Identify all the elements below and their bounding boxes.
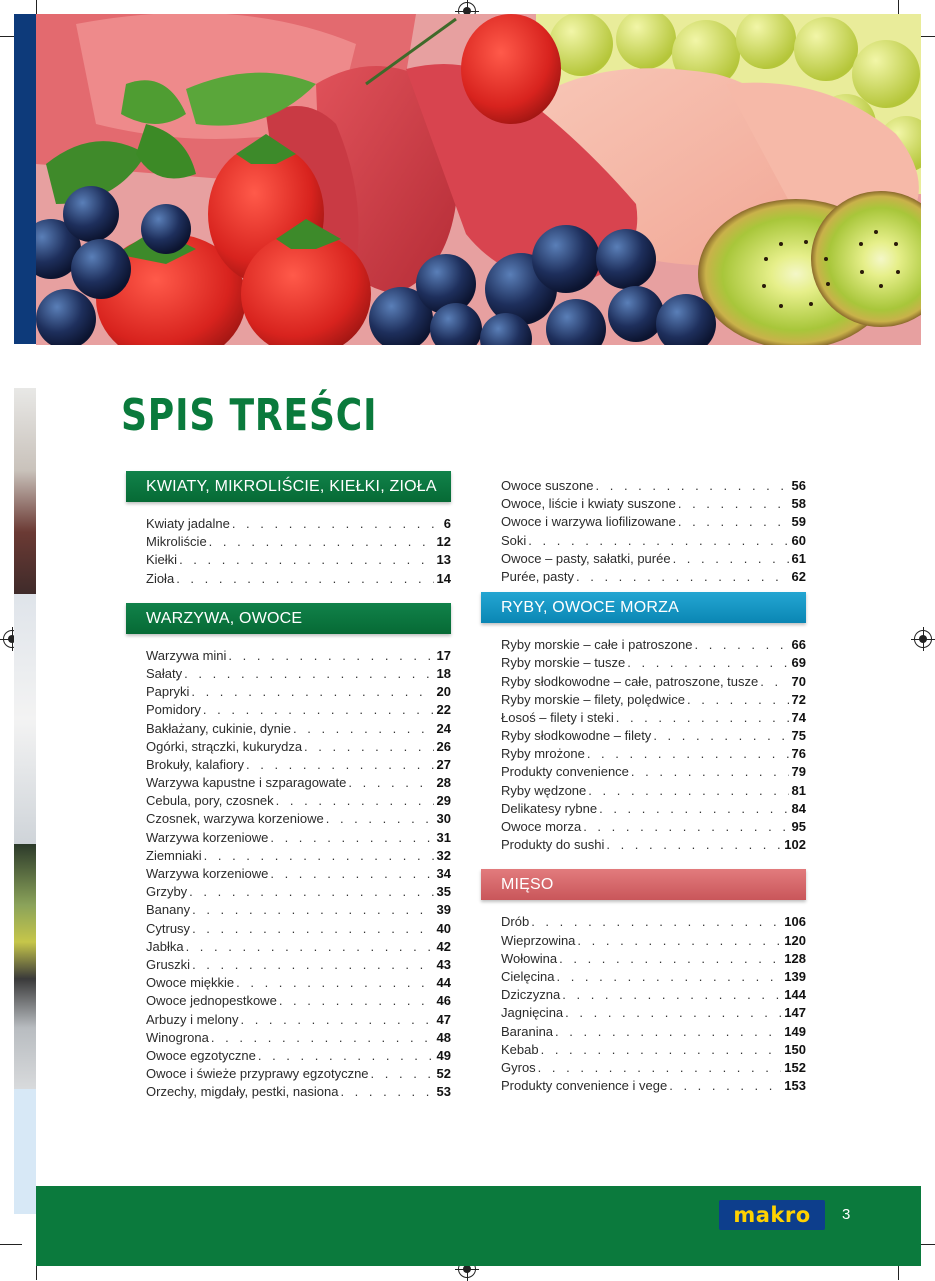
toc-entry-page-number: 59 [791, 514, 806, 530]
toc-entry-label: Drób [501, 914, 530, 930]
toc-entry-label: Owoce egzotyczne [146, 1047, 256, 1063]
dot-leader [556, 969, 781, 984]
toc-entry-page-number: 22 [436, 702, 451, 718]
toc-entry[interactable] [146, 830, 451, 848]
toc-entry[interactable] [501, 1005, 806, 1023]
toc-entry-label: Owoce morza [501, 819, 582, 834]
toc-entry-page-number: 40 [436, 920, 451, 936]
toc-entry-label: Owoce i warzywa liofilizowane [501, 514, 676, 530]
toc-entry[interactable] [146, 921, 451, 939]
toc-entry-label: Wołowina [501, 950, 558, 966]
dot-leader [246, 757, 434, 772]
toc-entry-page-number: 30 [436, 811, 451, 827]
toc-entry-label: Produkty convenience [501, 764, 629, 780]
dot-leader [678, 514, 789, 529]
toc-entry-page-number: 13 [436, 552, 451, 568]
toc-entry[interactable] [501, 496, 806, 514]
toc-entry-page-number: 60 [791, 532, 806, 548]
dot-leader [340, 1084, 433, 1099]
dot-leader [204, 848, 434, 863]
toc-entry[interactable] [501, 710, 806, 728]
toc-entry-label: Baranina [501, 1023, 554, 1039]
toc-entry-label: Ziemniaki [146, 847, 202, 863]
toc-entry-page-number: 72 [791, 691, 806, 707]
dot-leader [577, 933, 781, 948]
toc-entry-label: Owoce – pasty, sałatki, purée [501, 550, 671, 566]
toc-entry-label: Bakłażany, cukinie, dynie [146, 720, 292, 736]
page-title: SPIS TREŚCI [121, 390, 378, 441]
section-header-fish-seafood[interactable]: RYBY, OWOCE MORZA [481, 592, 806, 623]
toc-entry-page-number: 42 [436, 938, 451, 954]
toc-entry-page-number: 150 [784, 1041, 806, 1057]
toc-entry[interactable] [501, 533, 806, 551]
toc-entry[interactable] [501, 569, 806, 587]
toc-entry-page-number: 34 [436, 866, 451, 881]
section-header-flowers-herbs[interactable]: KWIATY, MIKROLIŚCIE, KIEŁKI, ZIOŁA [126, 471, 451, 502]
toc-entry[interactable] [501, 692, 806, 710]
toc-entry[interactable] [501, 1060, 806, 1078]
toc-entry-page-number: 153 [784, 1078, 806, 1094]
toc-entry-label: Produkty convenience i vege [501, 1078, 668, 1094]
toc-entry-label: Ryby słodkowodne – filety [501, 728, 652, 744]
toc-entry[interactable] [146, 721, 451, 739]
toc-entry-page-number: 84 [791, 800, 806, 816]
toc-entry-page-number: 52 [436, 1066, 451, 1082]
dot-leader [583, 819, 788, 834]
toc-entry-label: Cebula, pory, czosnek [146, 793, 274, 809]
toc-entry-label: Owoce, liście i kwiaty suszone [501, 496, 676, 512]
toc-entry[interactable] [501, 837, 806, 855]
toc-entry[interactable] [146, 866, 451, 884]
dot-leader [304, 739, 433, 754]
toc-entry[interactable] [146, 516, 451, 534]
toc-entry-label: Ryby mrożone [501, 746, 585, 762]
toc-entry[interactable] [146, 648, 451, 666]
toc-entry[interactable] [146, 1048, 451, 1066]
dot-leader [616, 710, 789, 725]
dot-leader [678, 496, 789, 511]
toc-entry[interactable] [501, 514, 806, 532]
toc-entry[interactable] [501, 551, 806, 569]
toc-entry[interactable] [146, 684, 451, 702]
toc-entry[interactable] [501, 969, 806, 987]
dot-leader [627, 655, 788, 670]
dot-leader [588, 783, 788, 798]
toc-entry-label: Banany [146, 902, 191, 918]
toc-entry[interactable] [146, 957, 451, 975]
toc-entry-page-number: 27 [436, 756, 451, 772]
toc-entry-page-number: 75 [791, 728, 806, 744]
dot-leader [192, 902, 433, 917]
toc-entry[interactable] [146, 902, 451, 920]
toc-entry-label: Gruszki [146, 956, 191, 972]
toc-entry[interactable] [501, 674, 806, 692]
toc-entry-label: Sałaty [146, 665, 183, 681]
toc-entry[interactable] [146, 552, 451, 570]
toc-list-fish-seafood [481, 637, 806, 855]
toc-entry-page-number: 17 [436, 647, 451, 663]
toc-entry-label: Zioła [146, 570, 175, 586]
toc-entry-page-number: 35 [436, 884, 451, 900]
toc-entry-page-number: 39 [436, 902, 451, 918]
toc-entry[interactable] [146, 1084, 451, 1102]
toc-entry-label: Gyros [501, 1059, 536, 1075]
dot-leader [270, 866, 433, 881]
toc-entry-page-number: 128 [784, 950, 806, 966]
dot-leader [203, 702, 434, 717]
dot-leader [562, 987, 781, 1002]
dot-leader [576, 569, 789, 584]
toc-entry-page-number: 53 [436, 1084, 451, 1100]
registration-mark-icon [914, 630, 932, 648]
toc-entry-label: Mikroliście [146, 534, 207, 550]
toc-entry-page-number: 102 [784, 837, 806, 853]
toc-entry-page-number: 69 [791, 655, 806, 671]
dot-leader [631, 764, 789, 779]
toc-entry-label: Ogórki, strączki, kukurydza [146, 738, 303, 754]
toc-entry-label: Warzywa korzeniowe [146, 829, 269, 845]
toc-entry[interactable] [146, 884, 451, 902]
toc-entry-page-number: 44 [436, 975, 451, 991]
toc-list-vegetables-fruits [126, 648, 451, 1103]
toc-entry[interactable] [146, 993, 451, 1011]
toc-list-flowers-herbs [126, 516, 451, 589]
toc-entry[interactable] [146, 666, 451, 684]
toc-entry-label: Warzywa mini [146, 647, 227, 663]
toc-entry-page-number: 70 [791, 673, 806, 689]
dot-leader [596, 478, 789, 493]
toc-entry[interactable] [146, 1012, 451, 1030]
toc-entry-page-number: 31 [436, 829, 451, 845]
toc-entry[interactable] [501, 1042, 806, 1060]
toc-entry-page-number: 26 [436, 738, 451, 754]
toc-entry-page-number: 24 [436, 720, 451, 736]
dot-leader [555, 1024, 781, 1039]
dot-leader [276, 793, 434, 808]
dot-leader [559, 951, 781, 966]
toc-entry-page-number: 18 [436, 665, 451, 681]
toc-entry-page-number: 43 [436, 956, 451, 972]
toc-entry-page-number: 49 [436, 1047, 451, 1063]
toc-entry-page-number: 147 [784, 1005, 806, 1021]
toc-entry-page-number: 58 [791, 496, 806, 512]
toc-entry[interactable] [501, 1024, 806, 1042]
dot-leader [687, 692, 789, 707]
dot-leader [694, 637, 788, 652]
toc-entry-label: Jabłka [146, 938, 184, 954]
dot-leader [279, 993, 434, 1008]
toc-entry-label: Orzechy, migdały, pestki, nasiona [146, 1084, 339, 1100]
toc-entry-label: Kwiaty jadalne [146, 516, 230, 531]
toc-entry-page-number: 106 [784, 914, 806, 930]
toc-entry[interactable] [146, 811, 451, 829]
toc-entry[interactable] [501, 819, 806, 837]
hero-food-photo [36, 14, 921, 345]
toc-entry[interactable] [501, 1078, 806, 1096]
toc-entry[interactable] [146, 975, 451, 993]
dot-leader [538, 1060, 782, 1075]
dot-leader [179, 552, 433, 567]
toc-entry-page-number: 6 [443, 516, 451, 531]
toc-entry-page-number: 62 [791, 568, 806, 584]
toc-entry[interactable] [501, 987, 806, 1005]
toc-entry-label: Warzywa kapustne i szparagowate [146, 775, 347, 791]
toc-entry[interactable] [501, 637, 806, 655]
dot-leader [192, 957, 433, 972]
toc-entry-page-number: 81 [791, 782, 806, 798]
toc-entry-page-number: 29 [436, 793, 451, 809]
toc-entry-label: Owoce i świeże przyprawy egzotyczne [146, 1066, 369, 1082]
toc-entry-label: Winogrona [146, 1029, 209, 1045]
page-footer [36, 1186, 921, 1266]
toc-entry-page-number: 32 [436, 847, 451, 863]
dot-leader [228, 648, 433, 663]
toc-entry[interactable] [501, 914, 806, 932]
toc-entry[interactable] [146, 793, 451, 811]
toc-entry-label: Pomidory [146, 702, 201, 718]
dot-leader [673, 551, 789, 566]
toc-entry-page-number: 46 [436, 993, 451, 1009]
dot-leader [189, 884, 433, 899]
toc-entry-label: Purée, pasty [501, 568, 574, 584]
toc-entry-label: Delikatesy rybne [501, 800, 598, 816]
dot-leader [191, 684, 433, 699]
toc-entry[interactable] [501, 801, 806, 819]
toc-entry[interactable] [501, 933, 806, 951]
toc-entry-label: Czosnek, warzywa korzeniowe [146, 811, 324, 827]
makro-logo[interactable] [719, 1200, 825, 1230]
toc-entry[interactable] [501, 951, 806, 969]
dot-leader [531, 914, 781, 929]
toc-entry-page-number: 12 [436, 534, 451, 550]
toc-entry-label: Owoce miękkie [146, 975, 235, 991]
toc-entry-page-number: 95 [791, 819, 806, 834]
toc-entry[interactable] [146, 534, 451, 552]
toc-entry-label: Owoce suszone [501, 478, 594, 493]
toc-entry-page-number: 66 [791, 637, 806, 653]
page-number: 3 [842, 1206, 851, 1223]
dot-leader [270, 830, 433, 845]
toc-entry-label: Ryby morskie – całe i patroszone [501, 637, 693, 653]
toc-entry-page-number: 47 [436, 1011, 451, 1027]
dot-leader [541, 1042, 782, 1057]
toc-entry-label: Dziczyzna [501, 987, 561, 1003]
toc-entry-page-number: 79 [791, 764, 806, 780]
toc-entry[interactable] [501, 478, 806, 496]
section-header-vegetables-fruits[interactable]: WARZYWA, OWOCE [126, 603, 451, 634]
toc-entry-label: Cielęcina [501, 968, 555, 984]
toc-entry[interactable] [501, 783, 806, 801]
dot-leader [760, 674, 788, 689]
toc-entry-label: Wieprzowina [501, 932, 576, 948]
toc-entry[interactable] [146, 702, 451, 720]
toc-column-right [481, 471, 806, 1096]
adjacent-page-bleed [14, 14, 36, 1214]
toc-entry-page-number: 28 [436, 775, 451, 791]
section-header-meat[interactable]: MIĘSO [481, 869, 806, 900]
dot-leader [184, 666, 433, 681]
dot-leader [186, 939, 434, 954]
toc-column-left [126, 471, 451, 1102]
dot-leader [606, 837, 781, 852]
toc-entry-label: Warzywa korzeniowe [146, 866, 269, 881]
toc-entry-label: Łosoś – filety i steki [501, 709, 614, 725]
toc-entry-label: Ryby morskie – filety, polędwice [501, 691, 685, 707]
toc-entry-page-number: 139 [784, 968, 806, 984]
toc-list-meat [481, 914, 806, 1096]
toc-entry[interactable] [501, 728, 806, 746]
toc-entry[interactable] [146, 571, 451, 589]
toc-entry-page-number: 56 [791, 478, 806, 493]
dot-leader [258, 1048, 434, 1063]
dot-leader [293, 721, 434, 736]
toc-entry[interactable] [146, 848, 451, 866]
toc-entry[interactable] [146, 739, 451, 757]
dot-leader [669, 1078, 781, 1093]
toc-entry-label: Produkty do sushi [501, 837, 605, 853]
logo-text: makro [733, 1203, 811, 1227]
toc-entry-label: Ryby morskie – tusze [501, 655, 626, 671]
toc-entry-label: Cytrusy [146, 920, 191, 936]
dot-leader [209, 534, 434, 549]
dot-leader [587, 746, 789, 761]
dot-leader [211, 1030, 434, 1045]
toc-entry[interactable] [146, 1030, 451, 1048]
toc-entry[interactable] [146, 775, 451, 793]
toc-entry-page-number: 76 [791, 746, 806, 762]
dot-leader [176, 571, 433, 586]
toc-entry-label: Brokuły, kalafiory [146, 756, 245, 772]
toc-entry-label: Arbuzy i melony [146, 1011, 239, 1027]
toc-entry[interactable] [146, 757, 451, 775]
dot-leader [236, 975, 433, 990]
toc-entry-page-number: 74 [791, 709, 806, 725]
toc-entry-page-number: 144 [784, 987, 806, 1003]
crop-mark [0, 1244, 22, 1245]
toc-entry-label: Kiełki [146, 552, 178, 568]
toc-entry-label: Owoce jednopestkowe [146, 993, 277, 1009]
toc-entry-label: Kebab [501, 1041, 539, 1057]
toc-entry-label: Papryki [146, 684, 190, 700]
dot-leader [240, 1012, 433, 1027]
dot-leader [371, 1066, 434, 1081]
toc-entry-page-number: 120 [784, 932, 806, 948]
toc-entry-page-number: 20 [436, 684, 451, 700]
toc-entry-page-number: 14 [436, 570, 451, 586]
toc-entry[interactable] [501, 655, 806, 673]
toc-entry-page-number: 61 [791, 550, 806, 566]
dot-leader [528, 533, 788, 548]
dot-leader [326, 811, 434, 826]
toc-entry-page-number: 48 [436, 1029, 451, 1045]
toc-entry-label: Ryby słodkowodne – całe, patroszone, tusze [501, 673, 759, 689]
dot-leader [232, 516, 441, 531]
dot-leader [653, 728, 788, 743]
toc-entry-label: Ryby wędzone [501, 782, 587, 798]
toc-list-continued [481, 471, 806, 587]
toc-entry[interactable] [146, 1066, 451, 1084]
toc-entry-page-number: 152 [784, 1059, 806, 1075]
toc-entry[interactable] [501, 764, 806, 782]
toc-entry-label: Jagnięcina [501, 1005, 564, 1021]
dot-leader [599, 801, 788, 816]
toc-entry-page-number: 149 [784, 1023, 806, 1039]
toc-entry[interactable] [501, 746, 806, 764]
dot-leader [348, 775, 433, 790]
toc-entry-label: Grzyby [146, 884, 188, 900]
toc-entry-label: Soki [501, 532, 527, 548]
toc-entry[interactable] [146, 939, 451, 957]
dot-leader [565, 1005, 781, 1020]
dot-leader [192, 921, 433, 936]
